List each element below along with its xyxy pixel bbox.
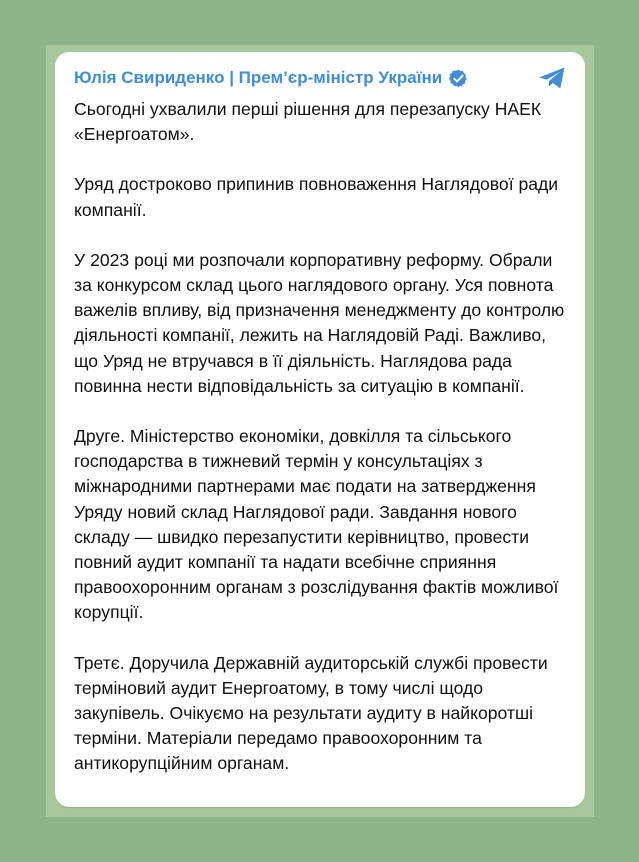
message-paragraph: Сьогодні ухвалили перші рішення для перезапуску НАЕК «Енергоатом». <box>74 99 542 145</box>
message-paragraph: Уряд достроково припинив повноваження Наглядової ради компанії. <box>74 174 559 220</box>
post-header <box>74 66 469 90</box>
message-paragraph: У 2023 році ми розпочали корпоративну реформу. Обрали за конкурсом склад цього наглядового органу. Уся повнота важелів впливу, від призначення менеджменту до контролю діяльності компанії, лежить на Наглядовій Раді. Важливо, що Уряд не втручався в її діяльність. Наглядова рада повинна нести відповідальність за ситуацію в компанії. <box>74 249 565 396</box>
message-paragraph: Друге. Міністерство економіки, довкілля та сільського господарства в тижневий термін у консультаціях з міжнародними партнерами має подати на затвердження Уряду новий склад Наглядової ради. Завдання нового складу — швидко перезапустити керівництво, провести повний аудит компанії та надати всебічне сприяння правоохоронним органам з розслідування фактів можливої корупції. <box>74 426 559 623</box>
message-paragraph: Третє. Доручила Державній аудиторській службі провести терміновий аудит Енергоатому, в тому числі щодо закупівель. Очікуємо на результати аудиту в найкоротші терміни. Матеріали передамо правоохоронним та антикорупційним органам. <box>74 652 548 774</box>
author-name[interactable]: Юлія Свириденко | Прем’єр-міністр України <box>74 68 443 87</box>
telegram-icon[interactable] <box>536 64 568 92</box>
channel-post-bubble <box>55 52 585 807</box>
post-message-text <box>74 97 574 777</box>
verified-badge-icon <box>448 68 469 89</box>
